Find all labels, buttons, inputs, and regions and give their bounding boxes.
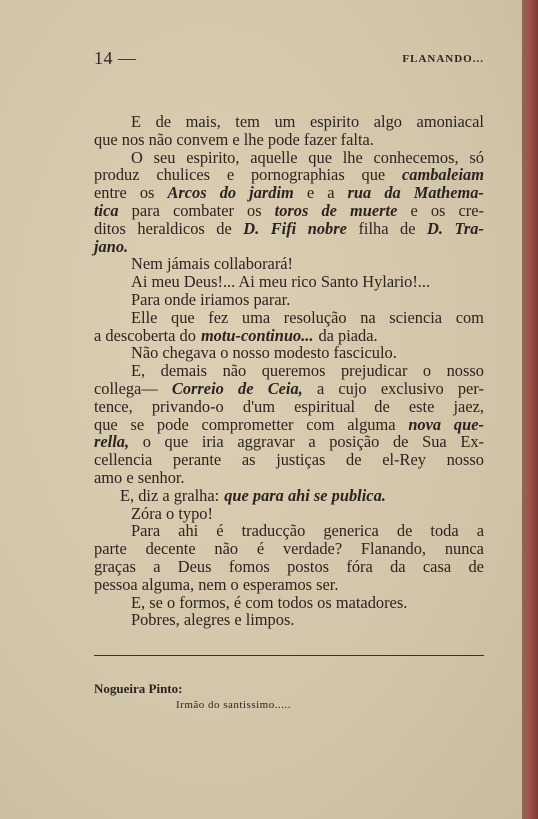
word: prejudicar xyxy=(340,361,408,381)
text-line xyxy=(94,469,484,487)
italic-word: D. xyxy=(427,218,443,238)
word: este xyxy=(408,396,435,416)
word: per- xyxy=(457,378,484,398)
word: com xyxy=(306,414,335,434)
word: amoniacal xyxy=(416,112,484,131)
word: perante xyxy=(172,450,222,470)
text-line xyxy=(94,487,484,505)
word: seu xyxy=(153,147,176,167)
word: que xyxy=(164,432,189,452)
word: fóra xyxy=(346,556,373,576)
word: espirito, xyxy=(186,147,240,167)
word: a descoberta do xyxy=(94,325,196,345)
word: amo e senhor. xyxy=(94,467,185,487)
word: o xyxy=(422,361,432,381)
text-line xyxy=(94,416,484,434)
word: algo xyxy=(373,112,402,131)
word: de xyxy=(216,218,232,238)
word: Sua xyxy=(422,432,447,452)
word: para xyxy=(131,200,160,220)
italic-word: jardim xyxy=(249,183,294,203)
word: da piada. xyxy=(318,325,378,345)
word: toda xyxy=(430,521,459,541)
word: a xyxy=(316,378,325,398)
word: os xyxy=(139,183,155,203)
word: verdade? xyxy=(282,539,343,559)
word: Para xyxy=(131,521,161,541)
italic-word: do xyxy=(219,183,237,203)
word: entre xyxy=(94,183,127,203)
text-line xyxy=(94,558,484,576)
italic-word: toros xyxy=(274,200,309,220)
word: não xyxy=(222,361,247,381)
word: tem xyxy=(235,112,260,131)
italic-word: nobre xyxy=(307,218,347,238)
word: Deus xyxy=(177,556,212,576)
text-line xyxy=(94,327,484,345)
word: filha xyxy=(358,218,389,238)
word: espiritual xyxy=(294,396,356,416)
text-line xyxy=(94,540,484,558)
word: e xyxy=(306,183,315,203)
word: E, diz a gralha: xyxy=(120,485,220,505)
word: que xyxy=(308,147,332,167)
word: queremos xyxy=(261,361,326,381)
word: Não chegava o nosso modesto fasciculo. xyxy=(131,343,397,363)
word: a xyxy=(327,183,335,203)
word: chulices xyxy=(156,165,211,185)
text-line xyxy=(94,238,484,256)
book-spine-edge xyxy=(522,0,538,819)
text-line xyxy=(94,362,484,380)
text-line xyxy=(94,184,484,202)
separator-rule xyxy=(94,655,484,656)
word: é xyxy=(256,539,265,559)
word: aquelle xyxy=(250,147,298,167)
word: resolução xyxy=(283,307,347,327)
word: el-Rey xyxy=(382,450,426,470)
word: mais, xyxy=(185,112,221,131)
word: E, xyxy=(131,361,146,381)
word: lhe xyxy=(342,147,363,167)
word: Pobres, alegres e limpos. xyxy=(131,610,295,630)
word: o xyxy=(142,432,151,452)
word: Ai meu Deus!... Ai meu rico Santo Hylario!... xyxy=(131,272,431,292)
italic-word: Tra- xyxy=(454,218,484,238)
word: posição xyxy=(329,432,380,452)
word: aggravar xyxy=(237,432,295,452)
italic-word: que para ahi se publica. xyxy=(224,485,386,505)
word: Para onde iriamos parar. xyxy=(131,289,291,309)
word: de xyxy=(396,521,413,541)
text-line xyxy=(94,291,484,309)
word: decente xyxy=(145,539,196,559)
text-line xyxy=(94,166,484,184)
text-line xyxy=(94,451,484,469)
word: com xyxy=(455,307,484,327)
word: de xyxy=(400,218,416,238)
word: generica xyxy=(323,521,379,541)
word: tence, xyxy=(94,396,133,416)
word: graças xyxy=(94,556,136,576)
word: cellencia xyxy=(94,450,153,470)
body-text xyxy=(94,113,484,629)
word: de xyxy=(468,556,484,576)
word: que xyxy=(171,307,195,327)
word: ditos xyxy=(94,218,126,238)
word: exclusivo xyxy=(380,378,444,398)
word: cujo xyxy=(338,378,367,398)
word: Elle xyxy=(131,307,158,327)
word: comprometter xyxy=(201,414,294,434)
text-line xyxy=(94,380,484,398)
text-line xyxy=(94,149,484,167)
word: Nem jámais collaborará! xyxy=(131,254,294,274)
italic-word: jano. xyxy=(94,236,129,256)
word: que nos não convem e lhe pode fazer falta. xyxy=(94,129,374,149)
word: ahi xyxy=(178,521,199,541)
word: só xyxy=(469,147,484,167)
text-line xyxy=(94,113,484,131)
text-line xyxy=(94,522,484,540)
word: produz xyxy=(94,165,140,185)
text-line xyxy=(94,273,484,291)
word: demais xyxy=(160,361,208,381)
word: que xyxy=(361,165,386,185)
text-line xyxy=(94,611,484,629)
text-line xyxy=(94,309,484,327)
word: as xyxy=(241,450,256,470)
italic-word: que- xyxy=(453,414,484,434)
word: de xyxy=(392,432,409,452)
word: fez xyxy=(208,307,229,327)
text-line xyxy=(94,594,484,612)
running-title: FLANANDO... xyxy=(402,53,484,65)
word: Zóra o typo! xyxy=(131,503,213,523)
text-line xyxy=(94,576,484,594)
word: E xyxy=(131,112,142,131)
word: E, se o formos, é com todos os matadores. xyxy=(131,592,408,612)
word: Flanando, xyxy=(360,539,427,559)
italic-word: de xyxy=(321,200,337,220)
italic-word: rella, xyxy=(94,432,130,452)
word: nosso xyxy=(446,450,484,470)
italic-word: rua xyxy=(347,183,372,203)
signature-subtitle: Irmão do santissimo..... xyxy=(176,699,291,711)
word: combater xyxy=(172,200,234,220)
text-line xyxy=(94,131,484,149)
word: parte xyxy=(94,539,127,559)
text-line xyxy=(94,505,484,523)
word: fomos xyxy=(228,556,270,576)
text-line xyxy=(94,220,484,238)
word: privando-o xyxy=(151,396,224,416)
signature-name: Nogueira Pinto: xyxy=(94,681,183,696)
word: e xyxy=(410,200,418,220)
word: e xyxy=(226,165,235,185)
italic-word: de xyxy=(238,378,254,398)
italic-word: cambaleiam xyxy=(402,165,484,185)
word: não xyxy=(214,539,239,559)
word: é xyxy=(216,521,224,541)
word: os xyxy=(247,200,262,220)
word: pornographias xyxy=(250,165,345,185)
word: iria xyxy=(201,432,224,452)
word: que xyxy=(94,414,118,434)
italic-word: motu-continuo... xyxy=(200,325,314,345)
word: alguma xyxy=(347,414,396,434)
text-line xyxy=(94,344,484,362)
word: collega— xyxy=(94,378,158,398)
italic-word: muerte xyxy=(350,200,398,220)
word: postos xyxy=(287,556,330,576)
word: cre- xyxy=(458,200,484,220)
word: jaez, xyxy=(453,396,484,416)
word: Ex- xyxy=(460,432,484,452)
word: nunca xyxy=(444,539,484,559)
word: de xyxy=(155,112,172,131)
word: se xyxy=(130,414,145,434)
word: pode xyxy=(156,414,189,434)
word: O xyxy=(131,147,143,167)
word: de xyxy=(346,450,362,470)
word: d'um xyxy=(242,396,275,416)
text-line xyxy=(94,202,484,220)
italic-word: nova xyxy=(408,414,442,434)
word: espirito xyxy=(309,112,360,131)
word: traducção xyxy=(241,521,306,541)
word: a xyxy=(308,432,316,452)
word: heraldicos xyxy=(137,218,205,238)
text-line xyxy=(94,433,484,451)
word: conhecemos, xyxy=(373,147,459,167)
italic-word: D. xyxy=(243,218,260,238)
word: uma xyxy=(241,307,271,327)
page-header xyxy=(94,48,484,72)
word: a xyxy=(153,556,161,576)
italic-word: da xyxy=(384,183,401,203)
text-line xyxy=(94,398,484,416)
word: na xyxy=(360,307,376,327)
word: sciencia xyxy=(389,307,443,327)
word: da xyxy=(390,556,406,576)
word: pessoa alguma, nem o esperamos ser. xyxy=(94,574,339,594)
page-number: 14 — xyxy=(94,48,137,68)
word: os xyxy=(430,200,446,220)
italic-word: Ceia, xyxy=(267,378,303,398)
italic-word: tica xyxy=(94,200,119,220)
italic-word: Correio xyxy=(171,378,224,398)
word: de xyxy=(374,396,390,416)
word: a xyxy=(476,521,484,541)
italic-word: Arcos xyxy=(167,183,207,203)
text-line xyxy=(94,255,484,273)
word: casa xyxy=(422,556,452,576)
italic-word: Fifi xyxy=(270,218,297,238)
word: nosso xyxy=(446,361,484,381)
word: justiças xyxy=(276,450,326,470)
italic-word: Mathema- xyxy=(413,183,484,203)
word: um xyxy=(274,112,296,131)
